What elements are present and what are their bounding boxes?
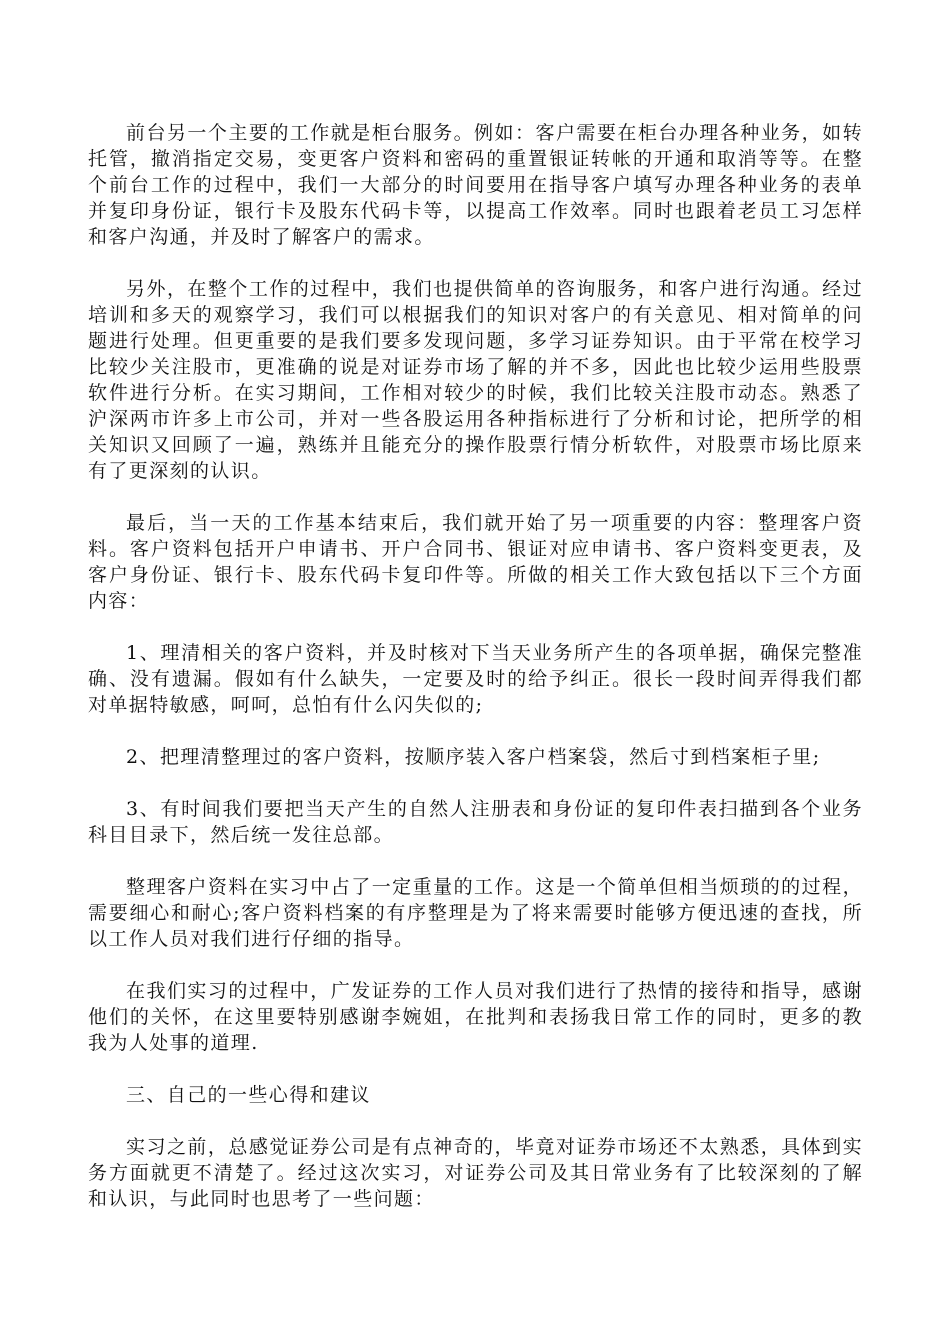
paragraph-acknowledgements: 在我们实习的过程中，广发证券的工作人员对我们进行了热情的接待和指导，感谢他们的关怀，在这里要特别感谢李婉姐，在批判和表扬我日常工作的同时，更多的教我为人处事的道理.	[88, 980, 863, 1054]
list-item-1: 1、理清相关的客户资料，并及时核对下当天业务所产生的各项单据，确保完整准确、没有遗漏。假如有什么缺失，一定要及时的给予纠正。很长一段时间弄得我们都对单据特敏感，呵呵，总怕有什么闪失似的;	[88, 642, 863, 716]
paragraph-consulting-service: 另外，在整个工作的过程中，我们也提供简单的咨询服务，和客户进行沟通。经过培训和多天的观察学习，我们可以根据我们的知识对客户的有关意见、相对简单的问题进行处理。但更重要的是我们要多发现问题，多学习证券知识。由于平常在校学习比较少关注股市，更准确的说是对证券市场了解的并不多，因此也比较少运用些股票软件进行分析。在实习期间，工作相对较少的时候，我们比较关注股市动态。熟悉了沪深两市许多上市公司，并对一些各股运用各种指标进行了分析和讨论，把所学的相关知识又回顾了一遍，熟练并且能充分的操作股票行情分析软件，对股票市场比原来有了更深刻的认识。	[88, 278, 863, 482]
section-heading-insights: 三、自己的一些心得和建议	[126, 1084, 371, 1106]
paragraph-organize-client-data: 最后，当一天的工作基本结束后，我们就开始了另一项重要的内容：整理客户资料。客户资料包括开户申请书、开户合同书、银证对应申请书、客户资料变更表，及客户身份证、银行卡、股东代码卡复印件等。所做的相关工作大致包括以下三个方面内容：	[88, 512, 863, 612]
list-item-3: 3、有时间我们要把当天产生的自然人注册表和身份证的复印件表扫描到各个业务科目目录下，然后统一发往总部。	[88, 798, 863, 846]
paragraph-importance-of-work: 整理客户资料在实习中占了一定重量的工作。这是一个简单但相当烦琐的的过程，需要细心和耐心;客户资料档案的有序整理是为了将来需要时能够方便迅速的查找，所以工作人员对我们进行仔细的指导。	[88, 876, 863, 950]
paragraph-reflection: 实习之前，总感觉证券公司是有点神奇的，毕竟对证券市场还不太熟悉，具体到实务方面就更不清楚了。经过这次实习，对证券公司及其日常业务有了比较深刻的了解和认识，与此同时也思考了一些问题：	[88, 1136, 863, 1210]
paragraph-front-desk-service: 前台另一个主要的工作就是柜台服务。例如：客户需要在柜台办理各种业务，如转托管，撤消指定交易，变更客户资料和密码的重置银证转帐的开通和取消等等。在整个前台工作的过程中，我们一大部分的时间要用在指导客户填写办理各种业务的表单并复印身份证，银行卡及股东代码卡等，以提高工作效率。同时也跟着老员工习怎样和客户沟通，并及时了解客户的需求。	[88, 122, 863, 248]
document-body	[88, 120, 863, 1212]
list-item-2: 2、把理清整理过的客户资料，按顺序装入客户档案袋，然后寸到档案柜子里;	[126, 746, 821, 768]
